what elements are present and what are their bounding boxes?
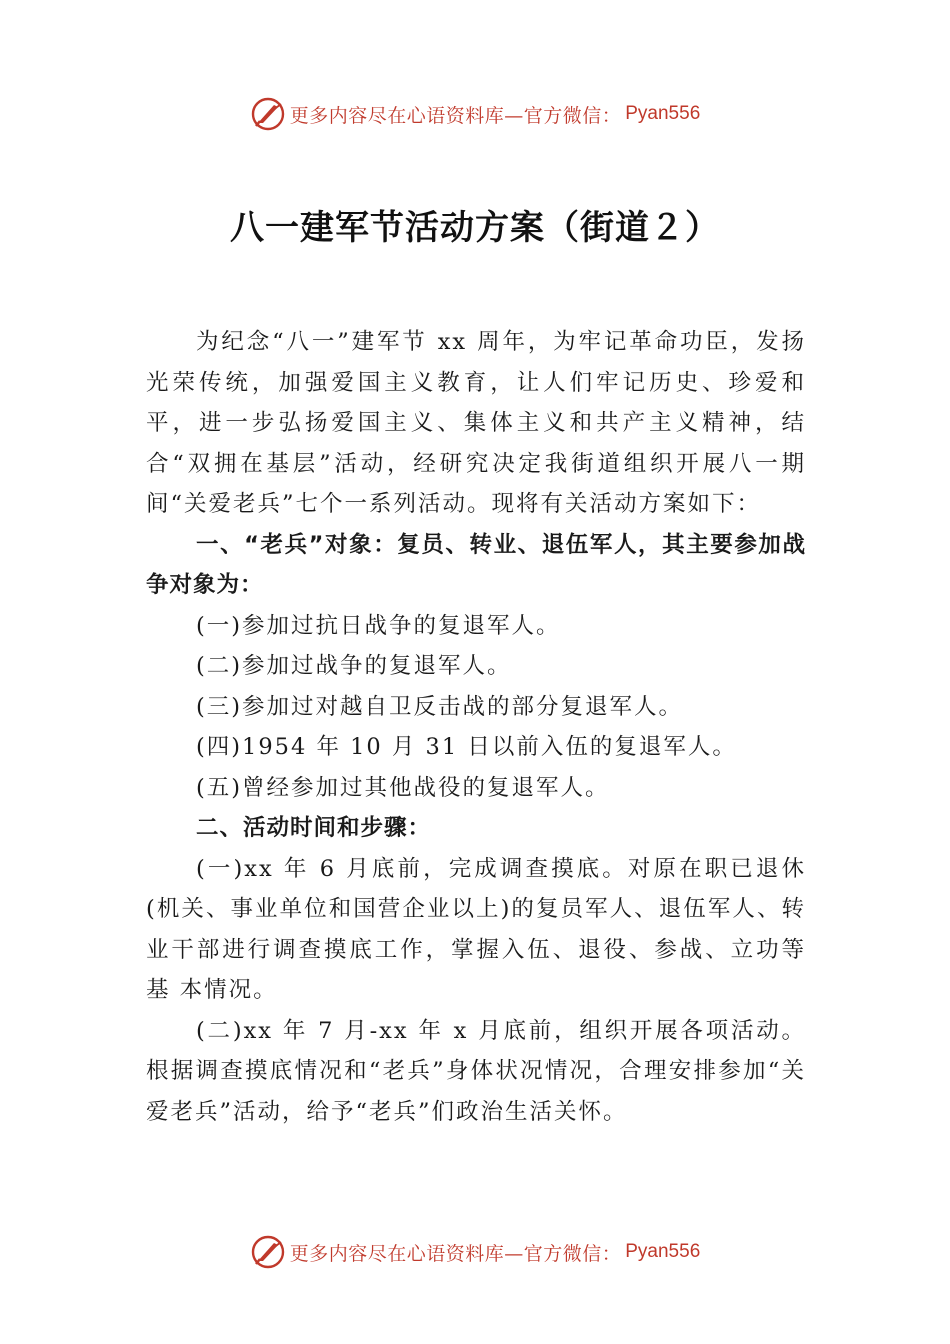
list-item: (五)曾经参加过其他战役的复退军人。	[196, 774, 610, 801]
step-paragraph: (一)xx 年 6 月底前，完成调查摸底。对原在职已退休(机关、事业单位和国营企业以上)的复员军人、退伍军人、转业干部进行调查摸底工作，掌握入伍、退役、参战、立功等基 本情况。	[146, 855, 806, 1003]
section2-heading: 二、活动时间和步骤：	[196, 815, 432, 841]
wechat-id: Pyan556	[625, 103, 701, 124]
footer-banner	[0, 1230, 950, 1274]
intro-paragraph: 为纪念“八一”建军节 xx 周年，为牢记革命功臣，发扬光荣传统，加强爱国主义教育，让人们牢记历史、珍爱和平，进一步弘扬爱国主义、集体主义和共产主义精神，结合“双拥在基层”活动，经研究决定我街道组织开展八一期间“关爱老兵”七个一系列活动。现将有关活动方案如下：	[146, 329, 806, 517]
step-paragraph: (二)xx 年 7 月-xx 年 x 月底前，组织开展各项活动。根据调查摸底情况和“老兵”身体状况情况，合理安排参加“关爱老兵”活动，给予“老兵”们政治生活关怀。	[146, 1017, 806, 1125]
banner-text: 更多内容尽在心语资料库—官方微信：	[289, 1242, 622, 1265]
list-item: (一)参加过抗日战争的复退军人。	[196, 612, 561, 639]
document-body	[146, 322, 806, 1132]
list-item: (四)1954 年 10 月 31 日以前入伍的复退军人。	[196, 734, 737, 760]
banner-text: 更多内容尽在心语资料库—官方微信：	[289, 104, 622, 127]
section1-heading: 一、“老兵”对象：复员、转业、退伍军人，其主要参加战争对象为：	[146, 531, 806, 598]
quill-pen-icon	[250, 1234, 286, 1270]
quill-pen-icon	[250, 96, 286, 132]
wechat-id: Pyan556	[625, 1241, 701, 1262]
list-item: (三)参加过对越自卫反击战的部分复退军人。	[196, 693, 684, 720]
document-title: 八一建军节活动方案（街道２）	[230, 208, 720, 248]
list-item: (二)参加过战争的复退军人。	[196, 653, 512, 679]
header-banner	[0, 92, 950, 136]
